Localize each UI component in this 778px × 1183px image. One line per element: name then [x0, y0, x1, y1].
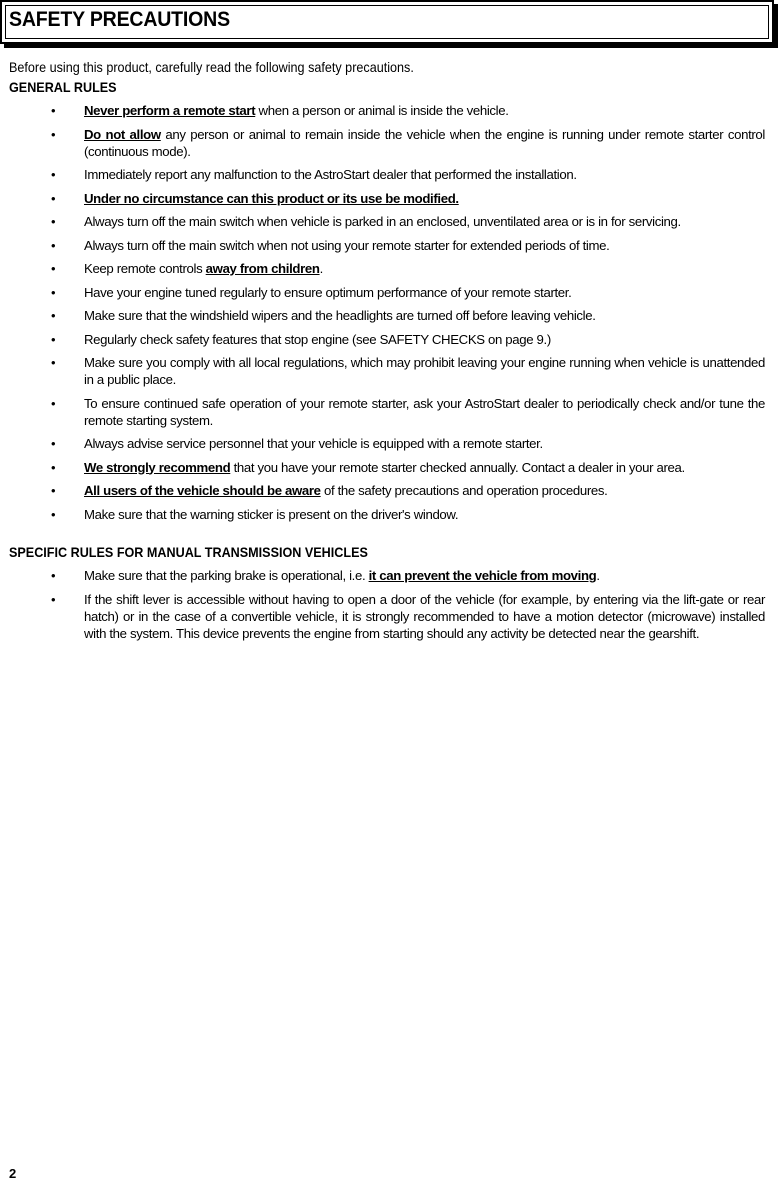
list-item: • Always turn off the main switch when vehicle is parked in an enclosed, unventilated area or is in for servicing. — [51, 214, 681, 229]
bullet-icon: • — [51, 436, 56, 451]
bullet-icon: • — [51, 568, 56, 583]
bullet-icon: • — [51, 506, 56, 522]
bullet-icon: • — [51, 355, 56, 370]
manual-rules-list — [9, 567, 765, 642]
bullet-icon: • — [51, 214, 56, 229]
bullet-icon: • — [51, 331, 56, 347]
general-rules-heading: GENERAL RULES — [9, 79, 117, 95]
list-item: • Make sure you comply with all local regulations, which may prohibit leaving your engine running when vehicle is unattended in a public place. — [51, 355, 765, 387]
bullet-icon: • — [51, 308, 56, 323]
list-item: • Do not allow any person or animal to remain inside the vehicle when the engine is running under remote starter control (continuous mode). — [51, 126, 765, 159]
bullet-icon: • — [51, 395, 56, 411]
bullet-icon: • — [51, 284, 56, 300]
bullet-icon: • — [51, 237, 56, 253]
list-item: • Never perform a remote start when a person or animal is inside the vehicle. — [51, 103, 509, 118]
general-rules-list — [9, 102, 765, 523]
section-spacer — [9, 529, 765, 541]
page-number: 2 — [9, 1166, 17, 1181]
intro-text: Before using this product, carefully read the following safety precautions. — [9, 59, 414, 75]
list-item: • Under no circumstance can this product or its use be modified. — [51, 190, 459, 206]
list-item: • Make sure that the parking brake is operational, i.e. it can prevent the vehicle from moving. — [51, 568, 600, 583]
bullet-icon: • — [51, 126, 56, 142]
list-item: • Always turn off the main switch when not using your remote starter for extended periods of time. — [51, 237, 610, 253]
manual-rules-heading: SPECIFIC RULES FOR MANUAL TRANSMISSION VEHICLES — [9, 544, 368, 560]
list-item: • Always advise service personnel that your vehicle is equipped with a remote starter. — [51, 436, 543, 451]
bullet-icon: • — [51, 591, 56, 607]
page-title: SAFETY PRECAUTIONS — [9, 8, 230, 31]
title-box — [0, 0, 774, 44]
list-item: • Make sure that the windshield wipers and the headlights are turned off before leaving vehicle. — [51, 308, 596, 323]
list-item: • Keep remote controls away from children. — [51, 261, 323, 276]
bullet-icon: • — [51, 261, 56, 276]
content — [9, 58, 765, 648]
bullet-icon: • — [51, 167, 56, 182]
list-item: • We strongly recommend that you have your remote starter checked annually. Contact a dealer in your area. — [51, 459, 685, 475]
bullet-icon: • — [51, 459, 56, 475]
bullet-icon: • — [51, 190, 56, 206]
bullet-icon: • — [51, 103, 56, 118]
bullet-icon: • — [51, 483, 56, 498]
list-item: • All users of the vehicle should be aware of the safety precautions and operation procedures. — [51, 483, 608, 498]
list-item: • Regularly check safety features that stop engine (see SAFETY CHECKS on page 9.) — [51, 331, 551, 347]
list-item: • Have your engine tuned regularly to ensure optimum performance of your remote starter. — [51, 284, 572, 300]
list-item: • If the shift lever is accessible without having to open a door of the vehicle (for example, by entering via the lift-gate or rear hatch) or in the case of a convertible vehicle, it is strongly recommended to have a motion detector (microwave) installed with the system. This device prevents the engine from starting should any activity be detected near the gearshift. — [51, 591, 765, 641]
list-item: • Immediately report any malfunction to the AstroStart dealer that performed the installation. — [51, 167, 577, 182]
list-item: • Make sure that the warning sticker is present on the driver's window. — [51, 506, 459, 522]
list-item: • To ensure continued safe operation of your remote starter, ask your AstroStart dealer to periodically check and/or tune the remote starting system. — [51, 395, 765, 428]
